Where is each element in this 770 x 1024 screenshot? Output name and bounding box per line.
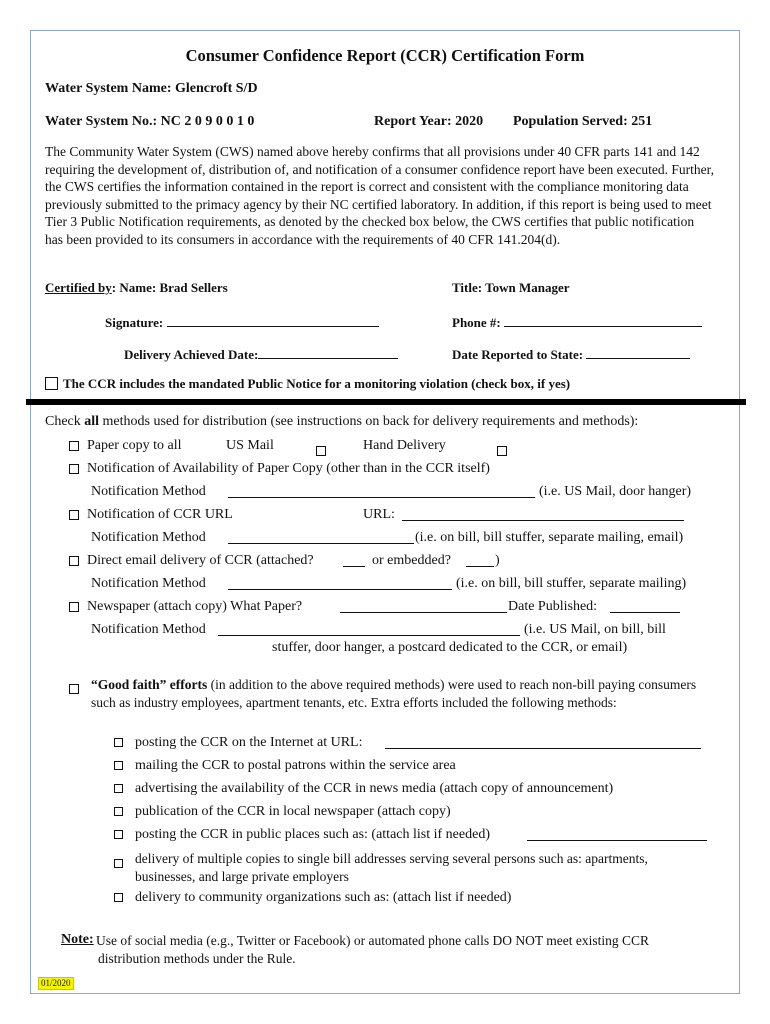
good-faith-description: (in addition to the above required methods) were used to reach non-bill paying consumers such as industry employees, apartment tenants, etc. Extra efforts included the following methods: [91,677,697,710]
email-close: ) [495,553,500,568]
certified-by-label: Certified by [45,280,112,295]
note-text: Use of social media (e.g., Twitter or Facebook) or automated phone calls DO NOT meet existing CCR distribution methods under the Rule. [96,933,650,966]
phone-row [452,313,702,331]
good-faith-item-label: delivery of multiple copies to single bill addresses serving several persons such as: apartments, businesses, and large private employers [135,851,648,884]
delivery-date-field[interactable] [258,345,398,359]
certified-by-name: : Name: Brad Sellers [111,280,228,295]
url-field[interactable] [402,507,684,526]
attached-field[interactable] [343,553,365,572]
newspaper-row [69,599,302,615]
email-hint: (i.e. on bill, bill stuffer, separate mailing) [456,576,687,591]
availability-checkbox[interactable] [69,464,79,474]
email-method-label: Notification Method [91,576,206,591]
newspaper-label: Newspaper (attach copy) What Paper? [87,599,303,614]
email-checkbox[interactable] [69,556,79,566]
reported-date-field[interactable] [586,345,690,359]
newspaper-method-label: Notification Method [91,622,206,637]
hand-delivery-label: Hand Delivery [363,438,446,453]
form-title: Consumer Confidence Report (CCR) Certification Form [185,46,585,65]
url-hint: (i.e. on bill, bill stuffer, separate mailing, email) [415,530,684,545]
internet-url-field[interactable] [385,735,701,754]
availability-hint: (i.e. US Mail, door hanger) [539,484,692,499]
newspaper-hint-2: stuffer, door hanger, a postcard dedicated to the CCR, or email) [272,640,628,655]
email-method-field[interactable] [228,576,452,595]
embedded-label: or embedded? [372,553,451,568]
good-faith-item-checkbox[interactable] [114,738,123,747]
availability-method-field[interactable] [228,484,535,503]
methods-intro-post: methods used for distribution (see instructions on back for delivery requirements and methods): [99,414,639,429]
good-faith-item-checkbox[interactable] [114,854,123,872]
good-faith-item [114,735,362,751]
date-published-label: Date Published: [508,599,598,614]
certification-paragraph: The Community Water System (CWS) named above hereby confirms that all provisions under 40 CFR parts 141 and 142 requiring the development of, distribution of, and notification of a consumer confidence report have been executed. Further, the CWS certifies the information contained in the report is correct and consistent with the compliance monitoring data previously submitted to the primacy agency by their NC certified laboratory. In addition, if this report is being used to meet Tier 3 Public Notification requirements, as denoted by the checked box below, the CWS certifies that public notification has been provided to its consumers in accordance with the requirements of 40 CFR 141.204(d). [45,144,714,247]
phone-label: Phone #: [452,315,501,330]
newspaper-checkbox[interactable] [69,602,79,612]
public-notice-checkbox[interactable] [45,377,58,390]
good-faith-label: “Good faith” efforts [91,677,208,692]
good-faith-item-checkbox[interactable] [114,807,123,816]
paper-copy-label: Paper copy to all [87,438,182,453]
good-faith-item-checkbox[interactable] [114,761,123,770]
us-mail-label: US Mail [226,438,274,453]
good-faith-item [114,827,490,843]
paper-name-field[interactable] [340,599,507,618]
delivery-date-label: Delivery Achieved Date: [124,347,259,362]
signature-field[interactable] [167,313,379,327]
note-label: Note: [61,932,94,947]
phone-field[interactable] [504,313,702,327]
good-faith-item [114,804,451,820]
ccr-url-label: Notification of CCR URL [87,507,233,522]
ccr-url-row [69,507,233,523]
version-tag: 01/2020 [38,977,74,990]
public-places-field[interactable] [527,827,707,846]
hand-delivery-checkbox[interactable] [497,442,507,460]
water-system-name: Water System Name: Glencroft S/D [45,81,258,96]
newspaper-method-field[interactable] [218,622,520,641]
date-published-field[interactable] [610,599,680,618]
url-method-field[interactable] [228,530,414,549]
delivery-date-row [124,345,398,363]
good-faith-item-label: delivery to community organizations such as: (attach list if needed) [135,890,512,905]
good-faith-item-label: posting the CCR on the Internet at URL: [135,735,363,750]
methods-intro [45,414,638,430]
reported-date-row [452,345,690,363]
methods-intro-pre: Check [45,414,85,429]
public-notice-label: The CCR includes the mandated Public Notice for a monitoring violation (check box, if yes) [63,376,571,391]
good-faith-item [114,781,613,797]
good-faith-item-label: mailing the CCR to postal patrons within the service area [135,758,456,773]
population-served: Population Served: 251 [513,114,653,129]
methods-intro-bold: all [84,414,100,429]
email-row [69,553,314,569]
email-label: Direct email delivery of CCR (attached? [87,553,314,568]
good-faith-item-label: publication of the CCR in local newspaper (attach copy) [135,804,451,819]
section-divider [26,399,746,405]
paper-copy-row [69,438,181,454]
good-faith-item [114,758,456,774]
water-system-number: Water System No.: NC 2 0 9 0 0 1 0 [45,114,255,129]
signature-label: Signature: [105,315,164,330]
availability-method-label: Notification Method [91,484,206,499]
good-faith-item-label: advertising the availability of the CCR in news media (attach copy of announcement) [135,781,614,796]
good-faith-item-checkbox[interactable] [114,893,123,902]
ccr-url-checkbox[interactable] [69,510,79,520]
paper-copy-checkbox[interactable] [69,441,79,451]
signature-row [105,313,379,331]
availability-row [69,461,490,477]
newspaper-hint: (i.e. US Mail, on bill, bill [524,622,666,637]
good-faith-item [114,890,511,906]
good-faith-item-checkbox[interactable] [114,784,123,793]
url-method-label: Notification Method [91,530,206,545]
good-faith-text [91,676,711,711]
good-faith-item-label: posting the CCR in public places such as: (attach list if needed) [135,827,490,842]
good-faith-item-checkbox[interactable] [114,830,123,839]
certifier-title: Title: Town Manager [452,280,570,295]
availability-label: Notification of Availability of Paper Copy (other than in the CCR itself) [87,461,490,476]
embedded-field[interactable] [466,553,494,572]
us-mail-checkbox[interactable] [316,442,326,460]
certified-by [45,280,228,296]
url-label: URL: [363,507,395,522]
reported-date-label: Date Reported to State: [452,347,584,362]
report-year: Report Year: 2020 [374,114,484,129]
good-faith-checkbox[interactable] [69,680,79,698]
public-notice-row [45,376,570,392]
